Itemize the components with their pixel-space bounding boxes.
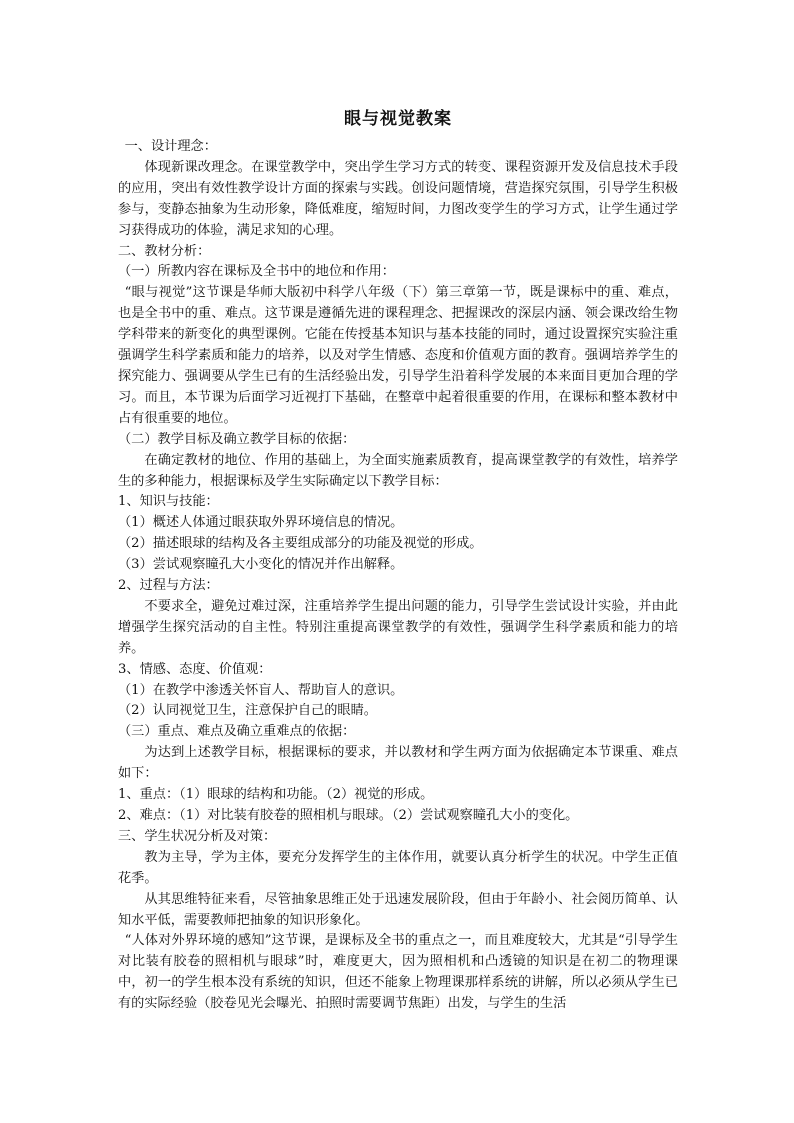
paragraph: 2、难点：（1）对比装有胶卷的照相机与眼球。（2）尝试观察瞳孔大小的变化。 xyxy=(118,808,579,823)
paragraph: 三、学生状况分析及对策： xyxy=(118,828,277,844)
paragraph: 二、教材分析： xyxy=(118,243,211,259)
paragraph: （1）概述人体通过眼获取外界环境信息的情况。 xyxy=(118,515,404,531)
document-title: 眼与视觉教案 xyxy=(344,109,452,129)
paragraph: 1、知识与技能： xyxy=(118,494,219,510)
document-body xyxy=(118,137,678,1015)
paragraph: （2）认同视觉卫生，注意保护自己的眼睛。 xyxy=(118,703,377,719)
paragraph: （1）在教学中渗透关怀盲人、帮助盲人的意识。 xyxy=(118,682,404,698)
paragraph: 从其思维特征来看，尽管抽象思维正处于迅速发展阶段，但由于年龄小、社会阅历简单、认知水平低，需要教师把抽象的知识形象化。 xyxy=(118,891,678,928)
document-page xyxy=(118,104,678,1015)
paragraph: （一）所教内容在课标及全书中的地位和作用： xyxy=(118,264,395,280)
paragraph: 体现新课改理念。在课堂教学中，突出学生学习方式的转变、课程资源开发及信息技术手段的应用，突出有效性教学设计方面的探索与实践。创设问题情境，营造探究氛围，引导学生积极参与，变静态抽象为生动形象，降低难度，缩短时间，力图改变学生的学习方式，让学生通过学习获得成功的体验，满足求知的心理。 xyxy=(118,159,678,238)
paragraph: “人体对外界环境的感知”这节课，是课标及全书的重点之一，而且难度较大，尤其是“引导学生对比装有胶卷的照相机与眼球”时，难度更大，因为照相机和凸透镜的知识是在初二的物理课中，初一的学生根本没有系统的知识，但还不能象上物理课那样系统的讲解，所以必须从学生已有的实际经验（胶卷见光会曝光、拍照时需要调节焦距）出发，与学生的生活 xyxy=(118,933,678,1012)
paragraph: 在确定教材的地位、作用的基础上，为全面实施素质教育，提高课堂教学的有效性，培养学生的多种能力，根据课标及学生实际确定以下教学目标： xyxy=(118,452,678,489)
paragraph: 一、设计理念： xyxy=(124,139,217,154)
paragraph: （2）描述眼球的结构及各主要组成部分的功能及视觉的形成。 xyxy=(118,536,483,552)
paragraph: 为达到上述教学目标，根据课标的要求，并以教材和学生两方面为依据确定本节课重、难点如下： xyxy=(118,745,678,782)
paragraph: （3）尝试观察瞳孔大小变化的情况并作出解释。 xyxy=(118,557,404,573)
paragraph: “眼与视觉”这节课是华师大版初中科学八年级（下）第三章第一节，既是课标中的重、难点，也是全书中的重、难点。这节课是遵循先进的课程理念、把握课改的深层内涵、领会课改给生物学科带来的新变化的典型课例。它能在传授基本知识与基本技能的同时，通过设置探究实验注重强调学生科学素质和能力的培养，以及对学生情感、态度和价值观方面的教育。强调培养学生的探究能力、强调要从学生已有的生活经验出发，引导学生沿着科学发展的本来面目更加合理的学习。而且，本节课为后面学习近视打下基础，在整章中起着很重要的作用，在课标和整本教材中占有很重要的地位。 xyxy=(118,285,678,426)
paragraph: （三）重点、难点及确立重难点的依据： xyxy=(118,724,356,740)
paragraph: 不要求全，避免过难过深，注重培养学生提出问题的能力，引导学生尝试设计实验，并由此增强学生探究活动的自主性。特别注重提高课堂教学的有效性，强调学生科学素质和能力的培养。 xyxy=(118,598,678,656)
paragraph: 2、过程与方法： xyxy=(118,578,219,594)
paragraph: 1、重点：（1）眼球的结构和功能。（2）视觉的形成。 xyxy=(118,787,434,803)
paragraph: 3、情感、态度、价值观： xyxy=(118,661,272,677)
paragraph: （二）教学目标及确立教学目标的依据： xyxy=(118,431,356,447)
paragraph: 教为主导，学为主体，要充分发挥学生的主体作用，就要认真分析学生的状况。中学生正值花季。 xyxy=(118,849,678,886)
